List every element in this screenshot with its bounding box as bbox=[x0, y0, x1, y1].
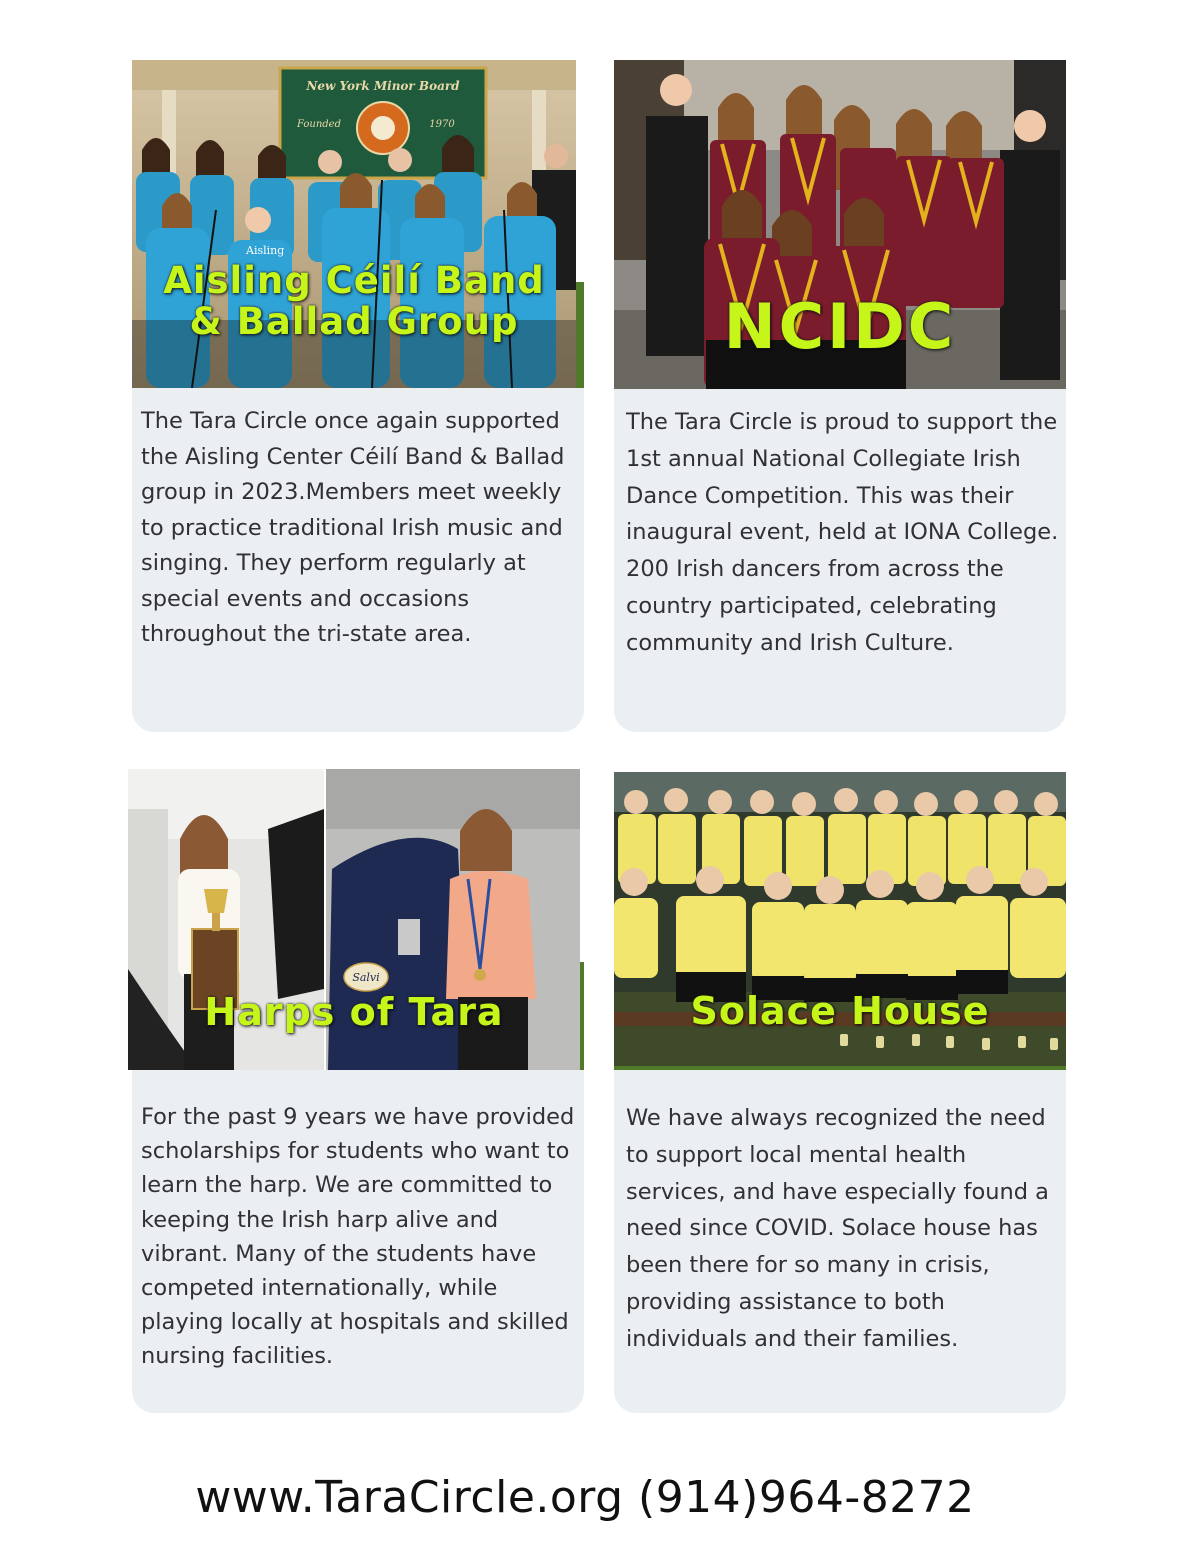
aisling-photo-accent bbox=[576, 282, 584, 388]
ncidc-title: NCIDC bbox=[723, 290, 957, 363]
harps-title: Harps of Tara bbox=[204, 990, 504, 1034]
aisling-hoodie-label: Aisling bbox=[246, 244, 285, 257]
solace-description: We have always recognized the need to support local mental health services, and have especially found a need since COVID. Solace house has been there for so many in crisis, providing assistance to both individuals and their families. bbox=[626, 1105, 1049, 1352]
aisling-title-line2: & Ballad Group bbox=[189, 300, 519, 344]
ncidc-description: The Tara Circle is proud to support the 1st annual National Collegiate Irish Dance Competition. This was their inaugural event, held at IONA College. 200 Irish dancers from across the country participated, celebrating community and Irish Culture. bbox=[626, 409, 1059, 656]
aisling-banner-year: 1970 bbox=[429, 119, 455, 130]
aisling-description: The Tara Circle once again supported the Aisling Center Céilí Band & Ballad group in 2023.Members meet weekly to practice traditional Irish music and singing. They perform regularly at special events and occasions throughout the tri-state area. bbox=[141, 408, 565, 647]
aisling-photo bbox=[132, 60, 576, 388]
aisling-title-line1: Aisling Céilí Band bbox=[163, 259, 545, 302]
solace-photo bbox=[614, 772, 1066, 1066]
harps-bag-label: Salvi bbox=[352, 971, 380, 984]
harps-description: For the past 9 years we have provided scholarships for students who want to learn the harp. We are committed to keeping the Irish harp alive and vibrant. Many of the students have competed internationally, while playing locally at hospitals and skilled nursing facilities. bbox=[141, 1104, 575, 1370]
aisling-banner-founded: Founded bbox=[296, 119, 342, 130]
aisling-title bbox=[132, 260, 576, 343]
ncidc-photo bbox=[614, 60, 1066, 389]
solace-title: Solace House bbox=[690, 989, 990, 1033]
aisling-banner-text: New York Minor Board bbox=[306, 79, 460, 93]
footer-contact: www.TaraCircle.org (914)964-8272 bbox=[195, 1472, 975, 1523]
harps-photo bbox=[128, 769, 580, 1070]
